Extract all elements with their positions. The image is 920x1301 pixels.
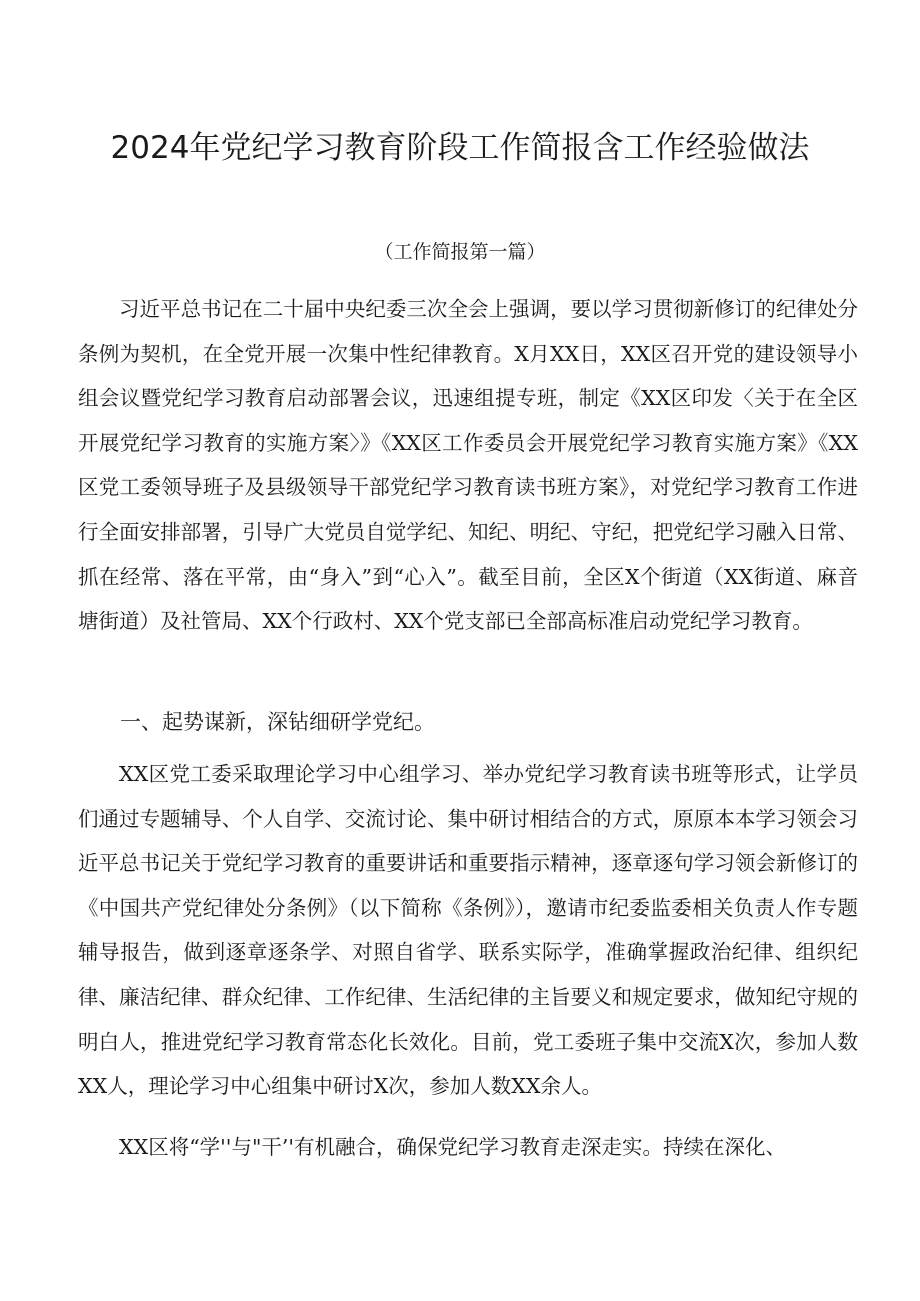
document-subtitle: （工作简报第一篇） (374, 241, 546, 263)
document-title: 2024年党纪学习教育阶段工作简报含工作经验做法 (110, 130, 810, 166)
paragraph-section-1: XX区党工委采取理论学习中心组学习、举办党纪学习教育读书班等形式，让学员们通过专题辅导、个人自学、交流讨论、集中研讨相结合的方式，原原本本学习领会习近平总书记关于党纪学习教育的重要讲话和重要指示精神，逐章逐句学习领会新修订的《中国共产党纪律处分条例》（以下简称《条例》），邀请市纪委监委相关负责人作专题辅导报告，做到逐章逐条学、对照自省学、联系实际学，准确掌握政治纪律、组织纪律、廉洁纪律、群众纪律、工作纪律、生活纪律的主旨要义和规定要求，做知纪守规的明白人，推进党纪学习教育常态化长效化。目前，党工委班子集中交流X次，参加人数XX人，理论学习中心组集中研讨X次，参加人数XX余人。 (78, 762, 858, 1099)
paragraph-section-1-continued: XX区将“学''与"干’'有机融合，确保党纪学习教育走深走实。持续在深化、 (119, 1135, 787, 1159)
paragraph-intro: 习近平总书记在二十届中央纪委三次全会上强调，要以学习贯彻新修订的纪律处分条例为契机，在全党开展一次集中性纪律教育。X月XX日，XX区召开党的建设领导小组会议暨党纪学习教育启动部署会议，迅速组提专班，制定《XX区印发〈关于在全区开展党纪学习教育的实施方案〉》《XX区工作委员会开展党纪学习教育实施方案》《XX区党工委领导班子及县级领导干部党纪学习教育读书班方案》，对党纪学习教育工作进行全面安排部署，引导广大党员自觉学纪、知纪、明纪、守纪，把党纪学习融入日常、抓在经常、落在平常，由“身入”到“心入”。截至目前，全区X个街道（XX街道、麻音塘街道）及社管局、XX个行政村、XX个党支部已全部高标准启动党纪学习教育。 (78, 297, 858, 634)
section-heading-1: 一、起势谋新，深钻细研学党纪。 (120, 710, 435, 734)
